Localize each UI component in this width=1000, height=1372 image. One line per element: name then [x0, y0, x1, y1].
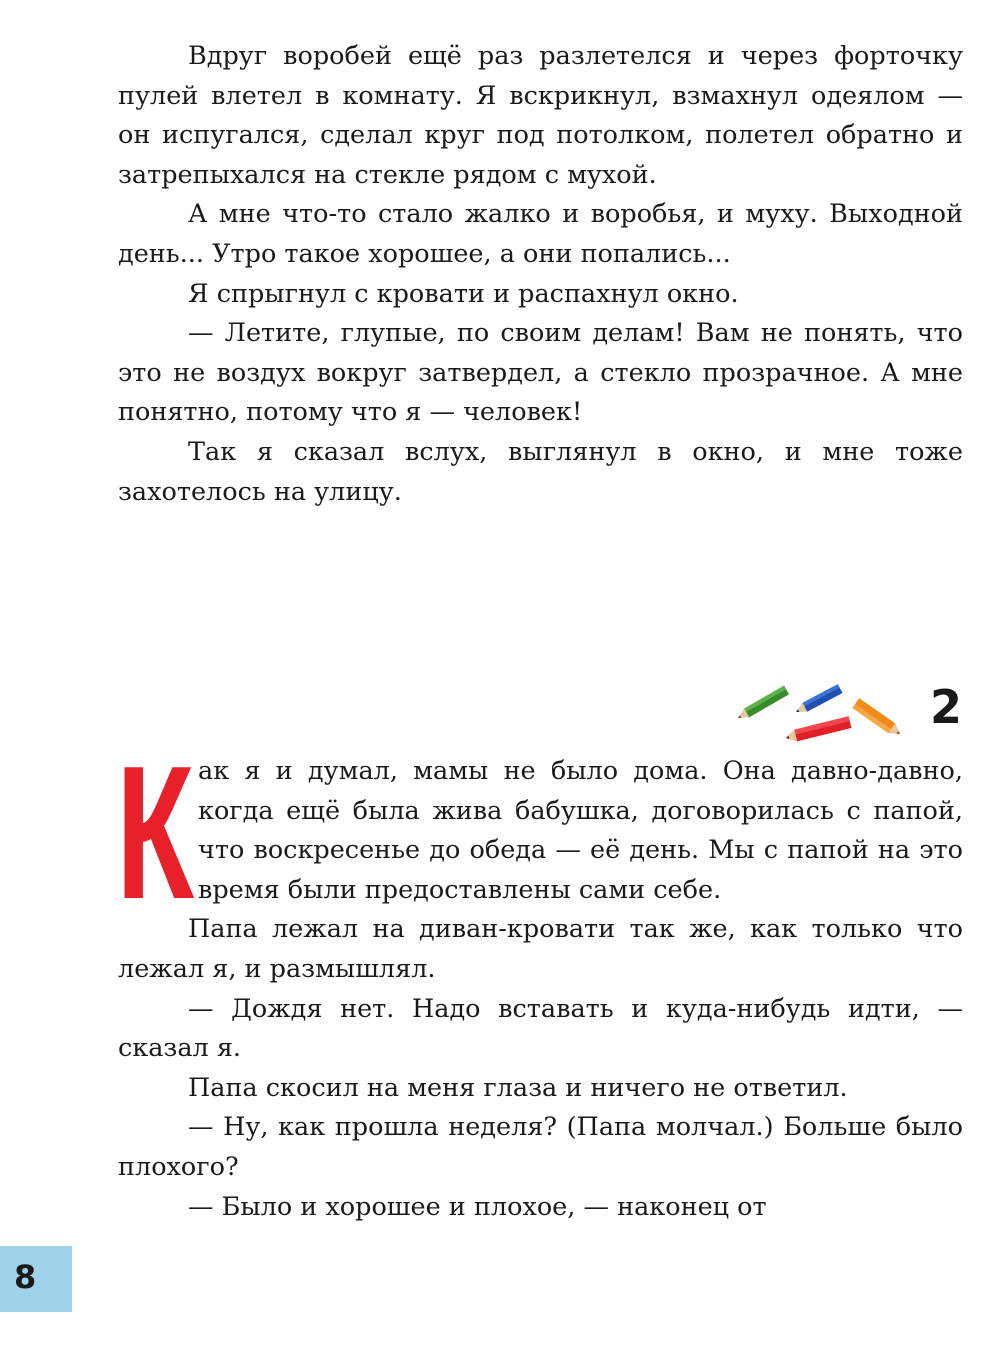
story-text-part-1	[118, 37, 963, 512]
chapter-number: 2	[929, 680, 962, 734]
paragraph: — Летите, глупые, по своим делам! Вам не понять, что это не воздух вокруг затвердел, а стекло прозрачное. А мне понятно, потому что я — человек!	[118, 318, 963, 428]
drop-cap-glyph: К	[116, 727, 195, 939]
paragraph: А мне что-то стало жалко и воробья, и муху. Выходной день... Утро такое хорошее, а они попались...	[118, 199, 963, 269]
drop-cap-letter	[116, 727, 195, 939]
colored-pencils-icon	[730, 676, 910, 746]
paragraph: Так я сказал вслух, выглянул в окно, и мне тоже захотелось на улицу.	[118, 436, 963, 507]
paragraph: — Было и хорошее и плохое, — наконец от	[188, 1191, 767, 1222]
paragraph: Я спрыгнул с кровати и распахнул окно.	[188, 278, 739, 309]
paragraph: — Ну, как прошла неделя? (Папа молчал.) Больше было плохого?	[118, 1112, 963, 1182]
page-number-tab	[0, 1246, 72, 1312]
story-text-part-2	[116, 727, 963, 1227]
page-number: 8	[14, 1258, 37, 1296]
paragraph: Вдруг воробей ещё раз разлетелся и через форточку пулей влетел в комнату. Я вскрикнул, взмахнул одеялом — он испугался, сделал круг под потолком, полетел обратно и затрепыхался на стекле рядом с мухой.	[118, 41, 963, 190]
paragraph: ак я и думал, мамы не было дома. Она давно-давно, когда ещё была жива бабушка, договорилась с папой, что воскресенье до обеда — её день. Мы с папой на это время были предоставлены сами себе.	[198, 756, 963, 905]
paragraph: Папа скосил на меня глаза и ничего не ответил.	[188, 1072, 848, 1103]
paragraph: Папа лежал на диван-кровати так же, как только что лежал я, и размышлял.	[118, 914, 963, 984]
chapter-header	[730, 676, 970, 746]
paragraph: — Дождя нет. Надо вставать и куда-нибудь идти, — сказал я.	[118, 993, 963, 1064]
